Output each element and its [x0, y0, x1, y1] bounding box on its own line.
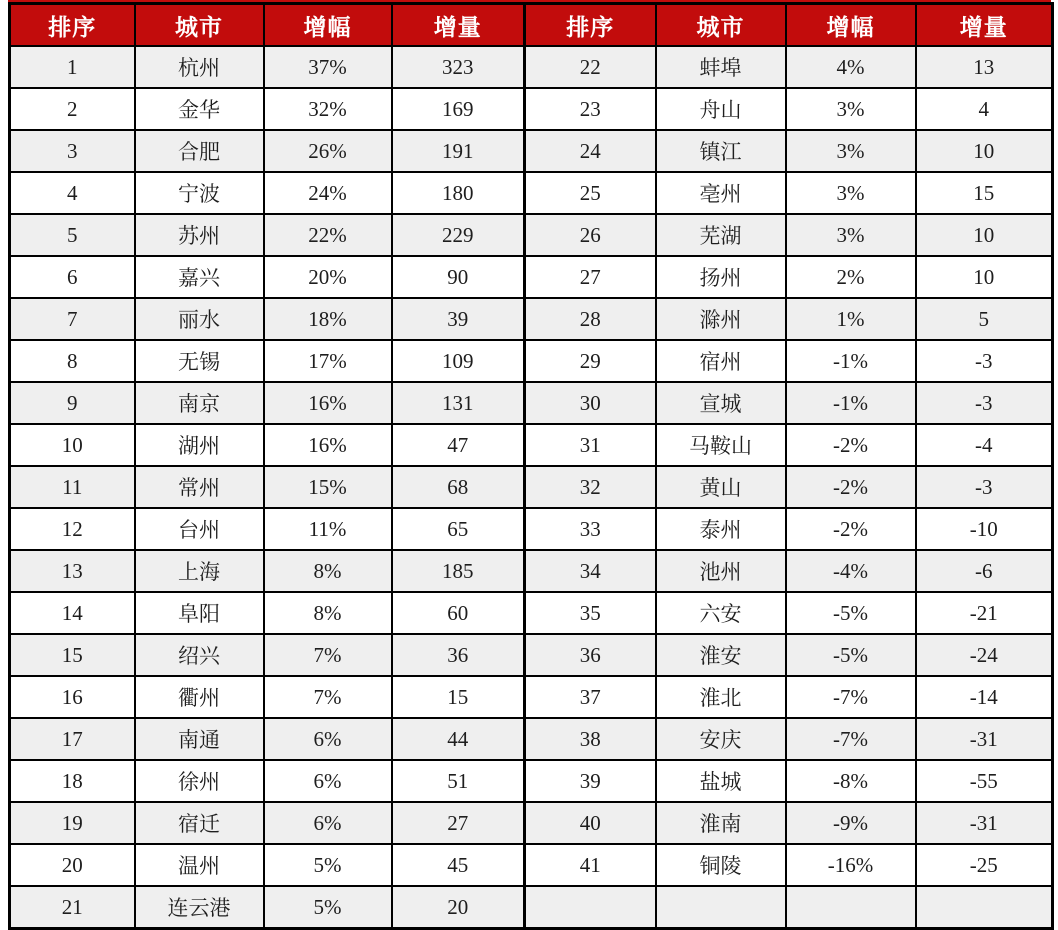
table-cell: 南通 [135, 718, 264, 760]
table-cell: 宿迁 [135, 802, 264, 844]
table-cell: 宿州 [656, 340, 786, 382]
table-cell: -1% [786, 340, 916, 382]
table-cell: 14 [10, 592, 135, 634]
table-cell: 3% [786, 130, 916, 172]
header-cell-rank-1: 排序 [10, 4, 135, 47]
table-cell: 5% [264, 886, 392, 929]
table-cell: 8 [10, 340, 135, 382]
table-cell: 35 [525, 592, 656, 634]
table-cell: 24% [264, 172, 392, 214]
table-cell: 滁州 [656, 298, 786, 340]
table-cell: 13 [10, 550, 135, 592]
header-cell-delta-2: 增量 [916, 4, 1053, 47]
table-row [10, 256, 1053, 298]
table-cell: 17% [264, 340, 392, 382]
table-cell: 16% [264, 382, 392, 424]
table-cell: 10 [916, 214, 1053, 256]
table-cell: 4 [916, 88, 1053, 130]
table-cell: 盐城 [656, 760, 786, 802]
table-cell: 黄山 [656, 466, 786, 508]
table-cell: 15 [10, 634, 135, 676]
table-cell: 20% [264, 256, 392, 298]
table-row [10, 214, 1053, 256]
table-cell: 六安 [656, 592, 786, 634]
table-row [10, 760, 1053, 802]
table-cell: 17 [10, 718, 135, 760]
table-cell: -9% [786, 802, 916, 844]
table-row [10, 634, 1053, 676]
table-cell: -10 [916, 508, 1053, 550]
table-cell: -5% [786, 634, 916, 676]
table-cell: 27 [525, 256, 656, 298]
table-cell: 12 [10, 508, 135, 550]
table-cell: 淮北 [656, 676, 786, 718]
header-cell-delta-1: 增量 [392, 4, 525, 47]
table-cell: 51 [392, 760, 525, 802]
table-cell: 金华 [135, 88, 264, 130]
header-cell-growth-2: 增幅 [786, 4, 916, 47]
table-cell: 5 [10, 214, 135, 256]
table-cell: 34 [525, 550, 656, 592]
table-cell: 28 [525, 298, 656, 340]
table-cell: 16% [264, 424, 392, 466]
table-cell: 3% [786, 172, 916, 214]
table-cell: 16 [10, 676, 135, 718]
table-cell: 苏州 [135, 214, 264, 256]
table-cell: 60 [392, 592, 525, 634]
table-cell: 25 [525, 172, 656, 214]
table-cell: 24 [525, 130, 656, 172]
table-cell: -31 [916, 718, 1053, 760]
table-cell: 33 [525, 508, 656, 550]
table-cell: 37 [525, 676, 656, 718]
table-cell: -3 [916, 382, 1053, 424]
table-cell: 36 [525, 634, 656, 676]
table-cell: 44 [392, 718, 525, 760]
table-cell: 19 [10, 802, 135, 844]
table-cell: 7% [264, 676, 392, 718]
table-cell: -5% [786, 592, 916, 634]
table-cell: 8% [264, 550, 392, 592]
table-cell: 常州 [135, 466, 264, 508]
table-cell: 20 [10, 844, 135, 886]
table-cell: 185 [392, 550, 525, 592]
table-row [10, 340, 1053, 382]
table-cell: 32 [525, 466, 656, 508]
table-cell: 5% [264, 844, 392, 886]
header-cell-city-1: 城市 [135, 4, 264, 47]
table-cell: -3 [916, 340, 1053, 382]
table-cell: 18 [10, 760, 135, 802]
table-cell: 39 [392, 298, 525, 340]
table-cell: 安庆 [656, 718, 786, 760]
table-cell: 扬州 [656, 256, 786, 298]
table-cell: 39 [525, 760, 656, 802]
header-cell-city-2: 城市 [656, 4, 786, 47]
table-row [10, 382, 1053, 424]
table-cell: 191 [392, 130, 525, 172]
table-cell: -25 [916, 844, 1053, 886]
table-cell: 10 [10, 424, 135, 466]
table-row [10, 508, 1053, 550]
table-cell: 3% [786, 88, 916, 130]
table-cell: 芜湖 [656, 214, 786, 256]
table-cell: -2% [786, 466, 916, 508]
table-cell: 亳州 [656, 172, 786, 214]
table-cell: 1% [786, 298, 916, 340]
table-cell: -8% [786, 760, 916, 802]
table-cell: 10 [916, 130, 1053, 172]
table-cell [786, 886, 916, 929]
table-cell: 蚌埠 [656, 46, 786, 88]
table-cell: 36 [392, 634, 525, 676]
table-cell: 31 [525, 424, 656, 466]
table-cell: 连云港 [135, 886, 264, 929]
table-cell: 9 [10, 382, 135, 424]
table-cell: 40 [525, 802, 656, 844]
table-cell: 2 [10, 88, 135, 130]
table-row [10, 550, 1053, 592]
table-cell: 8% [264, 592, 392, 634]
table-cell: 47 [392, 424, 525, 466]
table-cell: 10 [916, 256, 1053, 298]
table-cell: 淮南 [656, 802, 786, 844]
table-row [10, 886, 1053, 929]
table-cell: 绍兴 [135, 634, 264, 676]
table-cell: -16% [786, 844, 916, 886]
city-growth-table [8, 2, 1054, 930]
table-cell: -4 [916, 424, 1053, 466]
table-cell: 15% [264, 466, 392, 508]
table-cell: 淮安 [656, 634, 786, 676]
table-cell: 上海 [135, 550, 264, 592]
table-row [10, 592, 1053, 634]
table-cell: 徐州 [135, 760, 264, 802]
table-cell: 68 [392, 466, 525, 508]
table-cell: 合肥 [135, 130, 264, 172]
table-cell: 6 [10, 256, 135, 298]
table-cell: 38 [525, 718, 656, 760]
table-cell: 229 [392, 214, 525, 256]
table-cell: -21 [916, 592, 1053, 634]
table-cell: -2% [786, 424, 916, 466]
table-cell: 21 [10, 886, 135, 929]
header-cell-growth-1: 增幅 [264, 4, 392, 47]
table-cell: 30 [525, 382, 656, 424]
table-cell: -24 [916, 634, 1053, 676]
table-cell: 23 [525, 88, 656, 130]
table-cell: -1% [786, 382, 916, 424]
table-row [10, 130, 1053, 172]
table-cell: 11% [264, 508, 392, 550]
table-cell: 27 [392, 802, 525, 844]
table-cell: 26 [525, 214, 656, 256]
table-cell: 湖州 [135, 424, 264, 466]
table-cell: 169 [392, 88, 525, 130]
table-row [10, 676, 1053, 718]
table-cell: 26% [264, 130, 392, 172]
table-cell: 180 [392, 172, 525, 214]
table-row [10, 424, 1053, 466]
header-row [10, 4, 1053, 47]
table-cell: 29 [525, 340, 656, 382]
table-cell: 马鞍山 [656, 424, 786, 466]
table-cell: 32% [264, 88, 392, 130]
table-cell: 5 [916, 298, 1053, 340]
table-cell: -7% [786, 676, 916, 718]
table-cell: 4% [786, 46, 916, 88]
table-cell: 衢州 [135, 676, 264, 718]
table-cell: 37% [264, 46, 392, 88]
table-cell: 13 [916, 46, 1053, 88]
table-cell: -4% [786, 550, 916, 592]
table-cell: 22 [525, 46, 656, 88]
table-cell: 2% [786, 256, 916, 298]
table-cell: 宣城 [656, 382, 786, 424]
header-cell-rank-2: 排序 [525, 4, 656, 47]
table-cell: -6 [916, 550, 1053, 592]
table-cell: 6% [264, 718, 392, 760]
table-cell: 4 [10, 172, 135, 214]
table-cell: -14 [916, 676, 1053, 718]
table-cell: -2% [786, 508, 916, 550]
table-cell: 嘉兴 [135, 256, 264, 298]
table-cell: 65 [392, 508, 525, 550]
table-cell: 41 [525, 844, 656, 886]
table-cell: 109 [392, 340, 525, 382]
table-cell: -55 [916, 760, 1053, 802]
table-cell: 22% [264, 214, 392, 256]
table-cell [525, 886, 656, 929]
table-cell: 6% [264, 802, 392, 844]
table-cell: 3% [786, 214, 916, 256]
table-cell: 镇江 [656, 130, 786, 172]
table-cell: 1 [10, 46, 135, 88]
table-cell: 7 [10, 298, 135, 340]
table-row [10, 172, 1053, 214]
table-cell: 无锡 [135, 340, 264, 382]
table-row [10, 46, 1053, 88]
table-cell: 131 [392, 382, 525, 424]
table-cell: 11 [10, 466, 135, 508]
table-row [10, 88, 1053, 130]
table-cell: 南京 [135, 382, 264, 424]
table-row [10, 718, 1053, 760]
table-cell: 杭州 [135, 46, 264, 88]
table-cell: 台州 [135, 508, 264, 550]
table-cell: 7% [264, 634, 392, 676]
table-cell [916, 886, 1053, 929]
table-row [10, 466, 1053, 508]
table-row [10, 298, 1053, 340]
table-cell: -31 [916, 802, 1053, 844]
table-cell: 90 [392, 256, 525, 298]
table-row [10, 802, 1053, 844]
table-cell: -3 [916, 466, 1053, 508]
table-cell: 舟山 [656, 88, 786, 130]
table-cell: 323 [392, 46, 525, 88]
table-cell: 15 [392, 676, 525, 718]
table-cell: 45 [392, 844, 525, 886]
table-row [10, 844, 1053, 886]
table-cell: 池州 [656, 550, 786, 592]
table-cell: -7% [786, 718, 916, 760]
table-cell: 18% [264, 298, 392, 340]
table-cell: 铜陵 [656, 844, 786, 886]
table-cell: 3 [10, 130, 135, 172]
table-cell: 宁波 [135, 172, 264, 214]
table-cell: 温州 [135, 844, 264, 886]
table-cell: 6% [264, 760, 392, 802]
table-cell: 泰州 [656, 508, 786, 550]
table-cell: 阜阳 [135, 592, 264, 634]
table-cell [656, 886, 786, 929]
table-cell: 丽水 [135, 298, 264, 340]
table-body [10, 46, 1053, 929]
table-cell: 20 [392, 886, 525, 929]
table-cell: 15 [916, 172, 1053, 214]
